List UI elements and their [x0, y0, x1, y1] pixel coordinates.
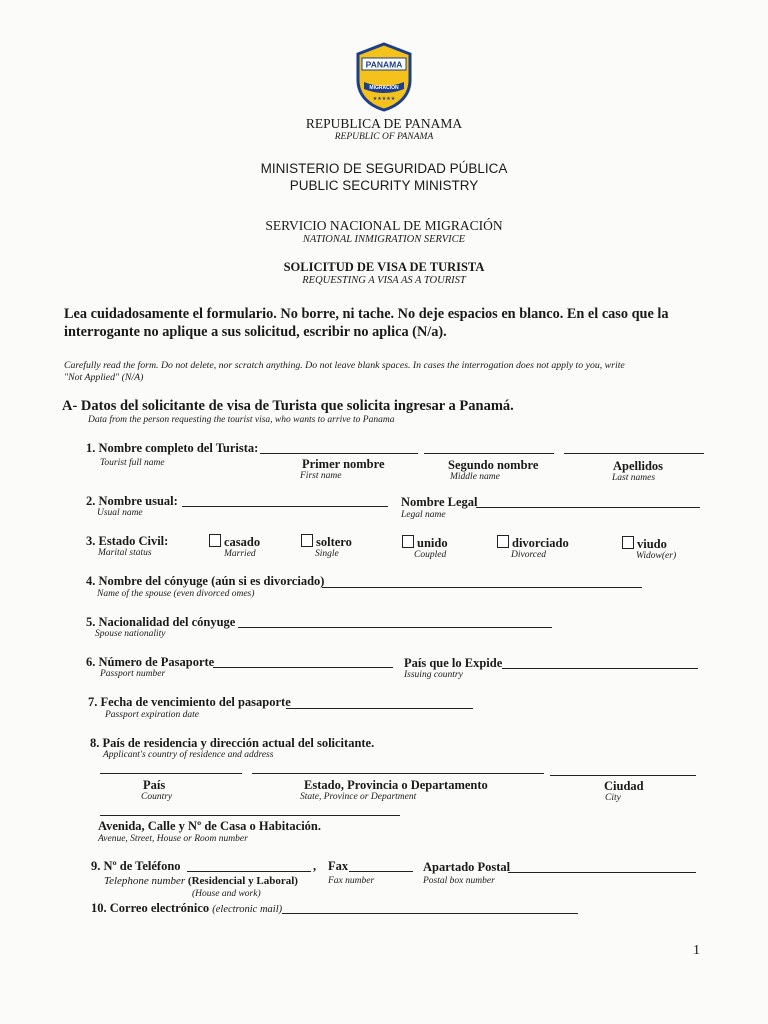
form-page: PANAMA MIGRACION ★★★★★ REPUBLICA DE PANAMA REPUBLIC OF PANAMA MINISTERIO DE SEGURIDAD PÚBLICA PUBLIC SECURITY MINISTRY SERVICIO NACIONAL DE MIGRACIÓN NATIONAL INMIGRATION SERVICE SOLICITUD DE VISA DE TURISTA REQUESTING A VISA AS A TOURIST Lea cuidadosamente el formulario. No borre, ni tache. No deje espacios en blanco. En el caso que la interrogante no aplique a sus solicitud, escribir no aplica (N/a). Carefully read the form. Do not delete, nor scratch anything. Do not leave blank spaces. In cases the interrogation does not apply to you, write "Not Applied" (N/A) A- Datos del solicitante de visa de Turista que solicita ingresar a Panamá. Data from the person requesting the tourist visa, who wants to arrive to Panama 1. Nombre completo del Turista: Tourist full name Primer nombre First name Segundo nombre Middle name Apellidos Last names 2. Nombre usual: Usual name Nombre Legal Legal name 3. Estado Civil: Marital status casado Married soltero Single unido Coupled divorciado Divorced viudo Widow(er) 4. Nombre del cónyuge (aún si es divorciado) Name of the spouse (even divorced omes) 5. Nacionalidad del cónyuge Spouse nationality 6. Número de Pasaporte Passport number País que lo Expide Issuing country 7. Fecha de vencimiento del pasaporte Passport expiration date 8. País de residencia y dirección actual del solicitante. Applicant's country of residence and address País Country Estado, Provincia o Departamento State, Province or Department Ciudad City Avenida, Calle y Nº de Casa o Habitación. Avenue, Street, House or Room number 9. Nº de Teléfono , Telephone number (Residencial y Laboral) (House and work) Fax Fax number Apartado Postal Postal box number 10. Correo electrónico (electronic mail) 1: [0, 0, 768, 1024]
fax-sub: Fax number: [328, 876, 375, 886]
option-viudo[interactable]: viudo: [622, 536, 667, 552]
field-1-sub: Tourist full name: [100, 458, 165, 468]
middle-name-sub: Middle name: [450, 472, 500, 482]
section-a-title: A- Datos del solicitante de visa de Turista que solicita ingresar a Panamá.: [62, 398, 514, 414]
field-4-sub: Name of the spouse (even divorced omes): [97, 589, 255, 599]
issuing-country-input[interactable]: [502, 668, 698, 669]
country-label: País: [143, 778, 166, 792]
field-5-label: 5. Nacionalidad del cónyuge: [86, 615, 236, 629]
field-7-sub: Passport expiration date: [105, 710, 199, 720]
first-name-input[interactable]: [260, 453, 418, 454]
country-sub: Country: [141, 792, 173, 802]
street-address-input[interactable]: [100, 815, 400, 816]
field-9-label: 9. Nº de Teléfono: [91, 859, 181, 873]
instructions-en-line2: "Not Applied" (N/A): [64, 372, 144, 383]
last-names-sub: Last names: [612, 473, 656, 483]
field-3-label: 3. Estado Civil:: [86, 534, 169, 548]
passport-number-input[interactable]: [213, 667, 393, 668]
country-en: REPUBLIC OF PANAMA: [334, 132, 434, 142]
option-soltero-sub: Single: [315, 549, 339, 559]
field-2-sub: Usual name: [97, 508, 143, 518]
field-5-sub: Spouse nationality: [95, 629, 166, 639]
street-sub: Avenue, Street, House or Room number: [98, 834, 248, 844]
fax-label: Fax: [328, 859, 349, 873]
residence-city-input[interactable]: [550, 775, 696, 776]
spouse-name-input[interactable]: [322, 587, 642, 588]
option-soltero[interactable]: soltero: [301, 534, 352, 550]
option-divorciado-sub: Divorced: [511, 550, 546, 560]
instructions-en-line1: Carefully read the form. Do not delete, nor scratch anything. Do not leave blank spaces. In cases the interrogation does not apply to you, write: [64, 360, 625, 371]
instructions-es-line2: interrogante no aplique a sus solicitud, escribir no aplica (N/a).: [64, 324, 447, 340]
field-4-label: 4. Nombre del cónyuge (aún si es divorciado): [86, 574, 325, 588]
panama-migration-emblem: [354, 42, 414, 112]
page-number: 1: [693, 943, 700, 958]
street-label: Avenida, Calle y Nº de Casa o Habitación.: [98, 819, 321, 833]
option-divorciado[interactable]: divorciado: [497, 535, 569, 551]
residence-state-input[interactable]: [252, 773, 544, 774]
issuing-country-sub: Issuing country: [404, 670, 463, 680]
section-a-subtitle: Data from the person requesting the tourist visa, who wants to arrive to Panama: [88, 415, 395, 425]
first-name-label: Primer nombre: [302, 457, 385, 471]
postal-box-input[interactable]: [508, 872, 696, 873]
ministry-en: PUBLIC SECURITY MINISTRY: [289, 178, 479, 193]
state-label: Estado, Provincia o Departamento: [304, 778, 488, 792]
option-viudo-sub: Widow(er): [636, 551, 677, 561]
option-casado[interactable]: casado: [209, 534, 260, 550]
middle-name-label: Segundo nombre: [448, 458, 539, 472]
field-10-label: 10. Correo electrónico (electronic mail): [91, 901, 283, 915]
checkbox-viudo[interactable]: [622, 536, 634, 549]
city-label: Ciudad: [604, 779, 644, 793]
checkbox-soltero[interactable]: [301, 534, 313, 547]
service-es: SERVICIO NACIONAL DE MIGRACIÓN: [265, 218, 503, 233]
last-names-input[interactable]: [564, 453, 704, 454]
telephone-input[interactable]: [187, 871, 311, 872]
field-9-sub: Telephone number (Residencial y Laboral): [104, 875, 298, 887]
instructions-es-line1: Lea cuidadosamente el formulario. No borre, ni tache. No deje espacios en blanco. En el caso que la: [64, 306, 669, 322]
postal-box-sub: Postal box number: [423, 876, 495, 886]
field-8-sub: Applicant's country of residence and address: [103, 750, 274, 760]
fax-input[interactable]: [349, 871, 413, 872]
state-sub: State, Province or Department: [300, 792, 417, 802]
last-names-label: Apellidos: [613, 459, 664, 473]
checkbox-casado[interactable]: [209, 534, 221, 547]
emblem-top-text: PANAMA: [365, 59, 403, 70]
email-input[interactable]: [282, 913, 578, 914]
postal-box-label: Apartado Postal: [423, 860, 511, 874]
residence-country-input[interactable]: [100, 773, 242, 774]
city-sub: City: [605, 793, 621, 803]
emblem-band-text: MIGRACION: [369, 85, 399, 91]
legal-name-sub: Legal name: [401, 510, 446, 520]
field-2-label: 2. Nombre usual:: [86, 494, 178, 508]
option-casado-sub: Married: [224, 549, 256, 559]
spouse-nationality-input[interactable]: [238, 627, 552, 628]
first-name-sub: First name: [300, 471, 342, 481]
emblem-stars: ★★★★★: [372, 97, 396, 102]
form-title-es: SOLICITUD DE VISA DE TURISTA: [283, 260, 485, 274]
field-3-sub: Marital status: [98, 548, 152, 558]
option-unido[interactable]: unido: [402, 535, 448, 551]
option-unido-sub: Coupled: [414, 550, 447, 560]
field-6-label: 6. Número de Pasaporte: [86, 655, 215, 669]
field-6-sub: Passport number: [100, 669, 166, 679]
field-8-label: 8. País de residencia y dirección actual del solicitante.: [90, 736, 375, 750]
checkbox-divorciado[interactable]: [497, 535, 509, 548]
ministry-es: MINISTERIO DE SEGURIDAD PÚBLICA: [260, 161, 508, 176]
passport-expiration-input[interactable]: [286, 708, 473, 709]
checkbox-unido[interactable]: [402, 535, 414, 548]
issuing-country-label: País que lo Expide: [404, 656, 503, 670]
field-1-label: 1. Nombre completo del Turista:: [86, 441, 259, 455]
middle-name-input[interactable]: [424, 453, 554, 454]
service-en: NATIONAL INMIGRATION SERVICE: [302, 234, 466, 245]
field-7-label: 7. Fecha de vencimiento del pasaporte: [88, 695, 291, 709]
form-title-en: REQUESTING A VISA AS A TOURIST: [302, 275, 466, 286]
field-9-sub2: (House and work): [192, 889, 261, 899]
legal-name-input[interactable]: [476, 507, 700, 508]
legal-name-label: Nombre Legal: [401, 495, 478, 509]
usual-name-input[interactable]: [182, 506, 388, 507]
country-es: REPUBLICA DE PANAMA: [305, 116, 463, 131]
